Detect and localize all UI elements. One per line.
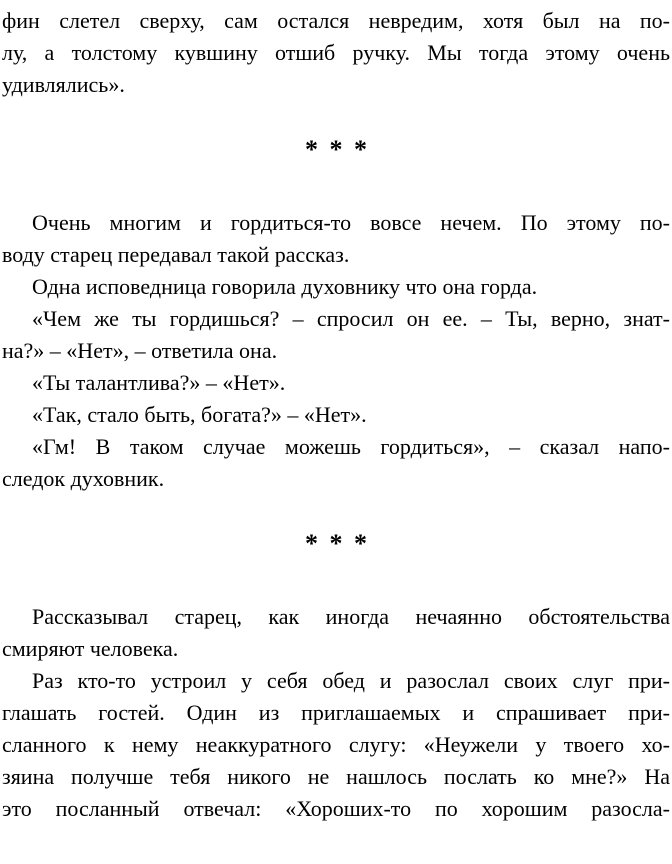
text-line: Одна исповедница говорила духовнику что она горда. (32, 274, 538, 299)
section-separator: * * * (305, 529, 367, 558)
text-line: следок духовник. (2, 466, 165, 491)
paragraph (2, 601, 670, 665)
text-line: смиряют человека. (2, 636, 179, 661)
text-line: «Чем же ты гордишься? – спросил он ее. – Ты, верно, знат- (32, 306, 670, 331)
text-line: Очень многим и гордиться-то вовсе нечем. По этому по- (32, 210, 670, 235)
text-line: «Ты талантлива?» – «Нет». (32, 370, 286, 395)
paragraph (2, 431, 670, 495)
text-line: «Так, стало быть, богата?» – «Нет». (32, 402, 367, 427)
text-line: удивлялись». (2, 72, 125, 97)
paragraph (2, 5, 670, 101)
text-line: воду старец передавал такой рассказ. (2, 242, 350, 267)
text-line: глашать гостей. Один из приглашаемых и спрашивает при- (2, 700, 670, 725)
text-line: это посланный отвечал: «Хороших-то по хорошим разосла- (2, 796, 670, 821)
text-line: «Гм! В таком случае можешь гордиться», – сказал напо- (32, 434, 670, 459)
text-line: Раз кто-то устроил у себя обед и разослал своих слуг при- (32, 668, 670, 693)
text-line: сланного к нему неаккуратного слугу: «Неужели у твоего хо- (2, 732, 670, 757)
text-line: на?» – «Нет», – ответила она. (2, 338, 278, 363)
section-separator: * * * (305, 135, 367, 164)
paragraph (2, 665, 670, 825)
paragraph (2, 207, 670, 271)
text-line: зяина получше тебя никого не нашлось послать ко мне?» На (2, 764, 670, 789)
paragraph (2, 399, 670, 431)
text-line: Рассказывал старец, как иногда нечаянно обстоятельства (32, 604, 670, 629)
paragraph (2, 271, 670, 303)
paragraph (2, 367, 670, 399)
text-line: лу, а толстому кувшину отшиб ручку. Мы тогда этому очень (2, 40, 670, 65)
text-line: фин слетел сверху, сам остался невредим, хотя был на по- (2, 8, 670, 33)
paragraph (2, 303, 670, 367)
